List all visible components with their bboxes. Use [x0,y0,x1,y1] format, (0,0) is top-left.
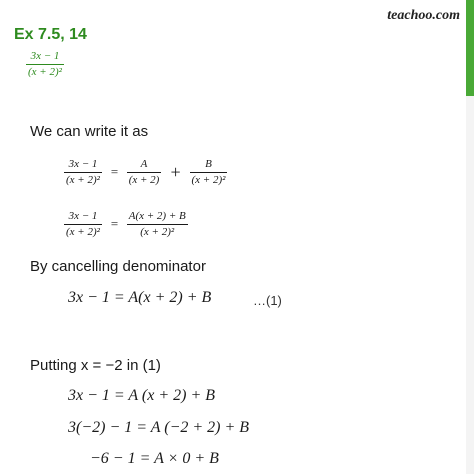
teachoo-logo: teachoo.com [387,8,460,23]
eq1-term2-denominator: (x + 2)² [191,173,226,186]
exercise-title: Ex 7.5, 14 [14,26,87,43]
eq1-lhs-numerator: 3x − 1 [68,158,98,170]
eq1-lhs-denominator: (x + 2)² [66,173,100,186]
eq1-term1-fraction [127,158,162,186]
fraction-bar [26,64,64,65]
question-numerator: 3x − 1 [30,50,60,62]
equation-step-3: −6 − 1 = A × 0 + B [90,450,219,467]
combined-fraction-equation [64,210,188,238]
partial-fraction-equation [64,158,227,186]
eq1-plus: + [169,161,182,182]
eq2-equals: = [109,216,119,232]
eq1-term1-denominator: (x + 2) [128,173,160,186]
scrollbar[interactable] [466,0,474,474]
fraction-bar [64,224,102,225]
equation-one: 3x − 1 = A(x + 2) + B [68,289,212,306]
eq2-lhs-numerator: 3x − 1 [68,210,98,222]
fraction-bar [64,172,102,173]
cancel-denominator-text: By cancelling denominator [30,258,206,275]
eq1-term2-fraction [190,158,228,186]
equation-step-1: 3x − 1 = A (x + 2) + B [68,387,216,404]
question-expression [26,50,64,78]
eq1-equals: = [109,164,119,180]
fraction-bar [190,172,228,173]
fraction-bar [127,224,188,225]
eq1-term2-numerator: B [205,158,212,170]
equation-step-2: 3(−2) − 1 = A (−2 + 2) + B [68,419,250,436]
equation-reference: …(1) [253,293,282,308]
eq2-lhs-denominator: (x + 2)² [66,225,100,238]
scrollbar-thumb[interactable] [466,0,474,96]
eq2-lhs-fraction [64,210,102,238]
eq2-rhs-numerator: A(x + 2) + B [128,210,186,222]
putting-text: Putting x = −2 in (1) [30,357,161,374]
eq2-rhs-fraction [127,210,188,238]
question-fraction [26,50,64,78]
intro-text: We can write it as [30,123,149,140]
fraction-bar [127,172,162,173]
eq1-term1-numerator: A [140,158,148,170]
eq1-lhs-fraction [64,158,102,186]
eq2-rhs-denominator: (x + 2)² [140,225,175,238]
question-denominator: (x + 2)² [28,65,62,78]
